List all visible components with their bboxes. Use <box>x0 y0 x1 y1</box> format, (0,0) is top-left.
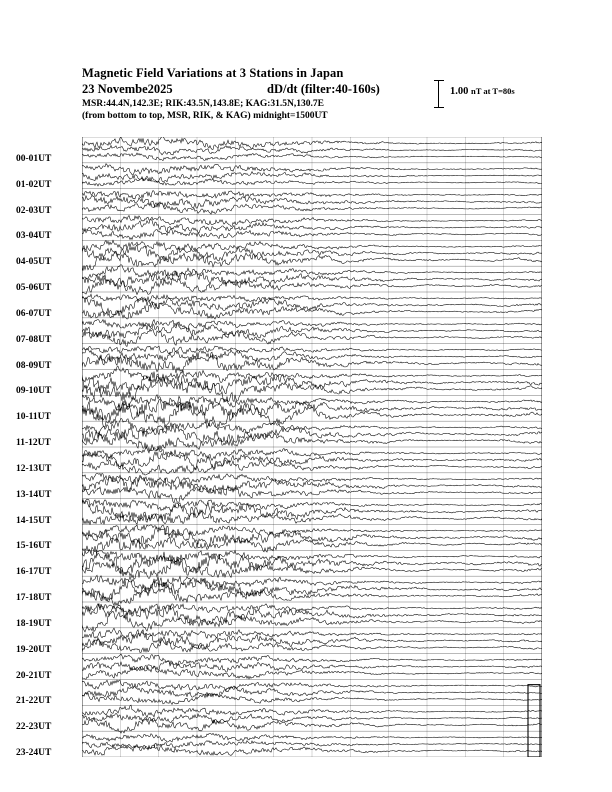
hour-label: 07-08UT <box>16 334 52 345</box>
hour-label: 01-02UT <box>16 179 52 190</box>
hour-label: 18-19UT <box>16 618 52 629</box>
page-title: Magnetic Field Variations at 3 Stations in Japan <box>82 66 344 80</box>
hour-label: 10-11UT <box>16 412 51 423</box>
hour-label: 21-22UT <box>16 696 52 707</box>
hour-label: 15-16UT <box>16 541 52 552</box>
hour-label: 06-07UT <box>16 308 52 319</box>
hour-label: 22-23UT <box>16 722 52 733</box>
magnetogram-plot <box>82 137 542 757</box>
date-label: 23 Novembe2025 <box>82 82 173 96</box>
edge-marker-box <box>528 685 540 757</box>
hour-label: 16-17UT <box>16 567 52 578</box>
scale-bar-icon <box>434 80 444 108</box>
scale-label <box>450 86 515 97</box>
hour-label: 08-09UT <box>16 360 52 371</box>
scale-bar-block <box>428 78 588 112</box>
stations-label: MSR:44.4N,142.3E; RIK:43.5N,143.8E; KAG:31.5N,130.7E <box>82 99 324 109</box>
hour-label: 20-21UT <box>16 670 52 681</box>
scale-value: 1.00 <box>450 86 469 97</box>
hour-label: 13-14UT <box>16 489 52 500</box>
hour-label: 12-13UT <box>16 463 52 474</box>
hour-label: 19-20UT <box>16 644 52 655</box>
ordering-note: (from bottom to top, MSR, RIK, & KAG) midnight=1500UT <box>82 111 328 121</box>
hour-label: 17-18UT <box>16 593 52 603</box>
hour-axis-labels <box>16 137 78 757</box>
hour-label: 09-10UT <box>16 386 52 397</box>
scale-unit: nT at T=80s <box>471 86 515 96</box>
trace-canvas <box>82 137 542 757</box>
hour-label: 00-01UT <box>16 153 52 164</box>
hour-label: 11-12UT <box>16 438 51 448</box>
hour-label: 23-24UT <box>16 748 52 758</box>
hour-label: 03-04UT <box>16 231 52 242</box>
hour-label: 14-15UT <box>16 515 52 526</box>
hour-label: 02-03UT <box>16 205 52 216</box>
hour-label: 05-06UT <box>16 283 52 293</box>
quantity-label: dD/dt (filter:40-160s) <box>267 82 380 96</box>
hour-label: 04-05UT <box>16 257 52 268</box>
